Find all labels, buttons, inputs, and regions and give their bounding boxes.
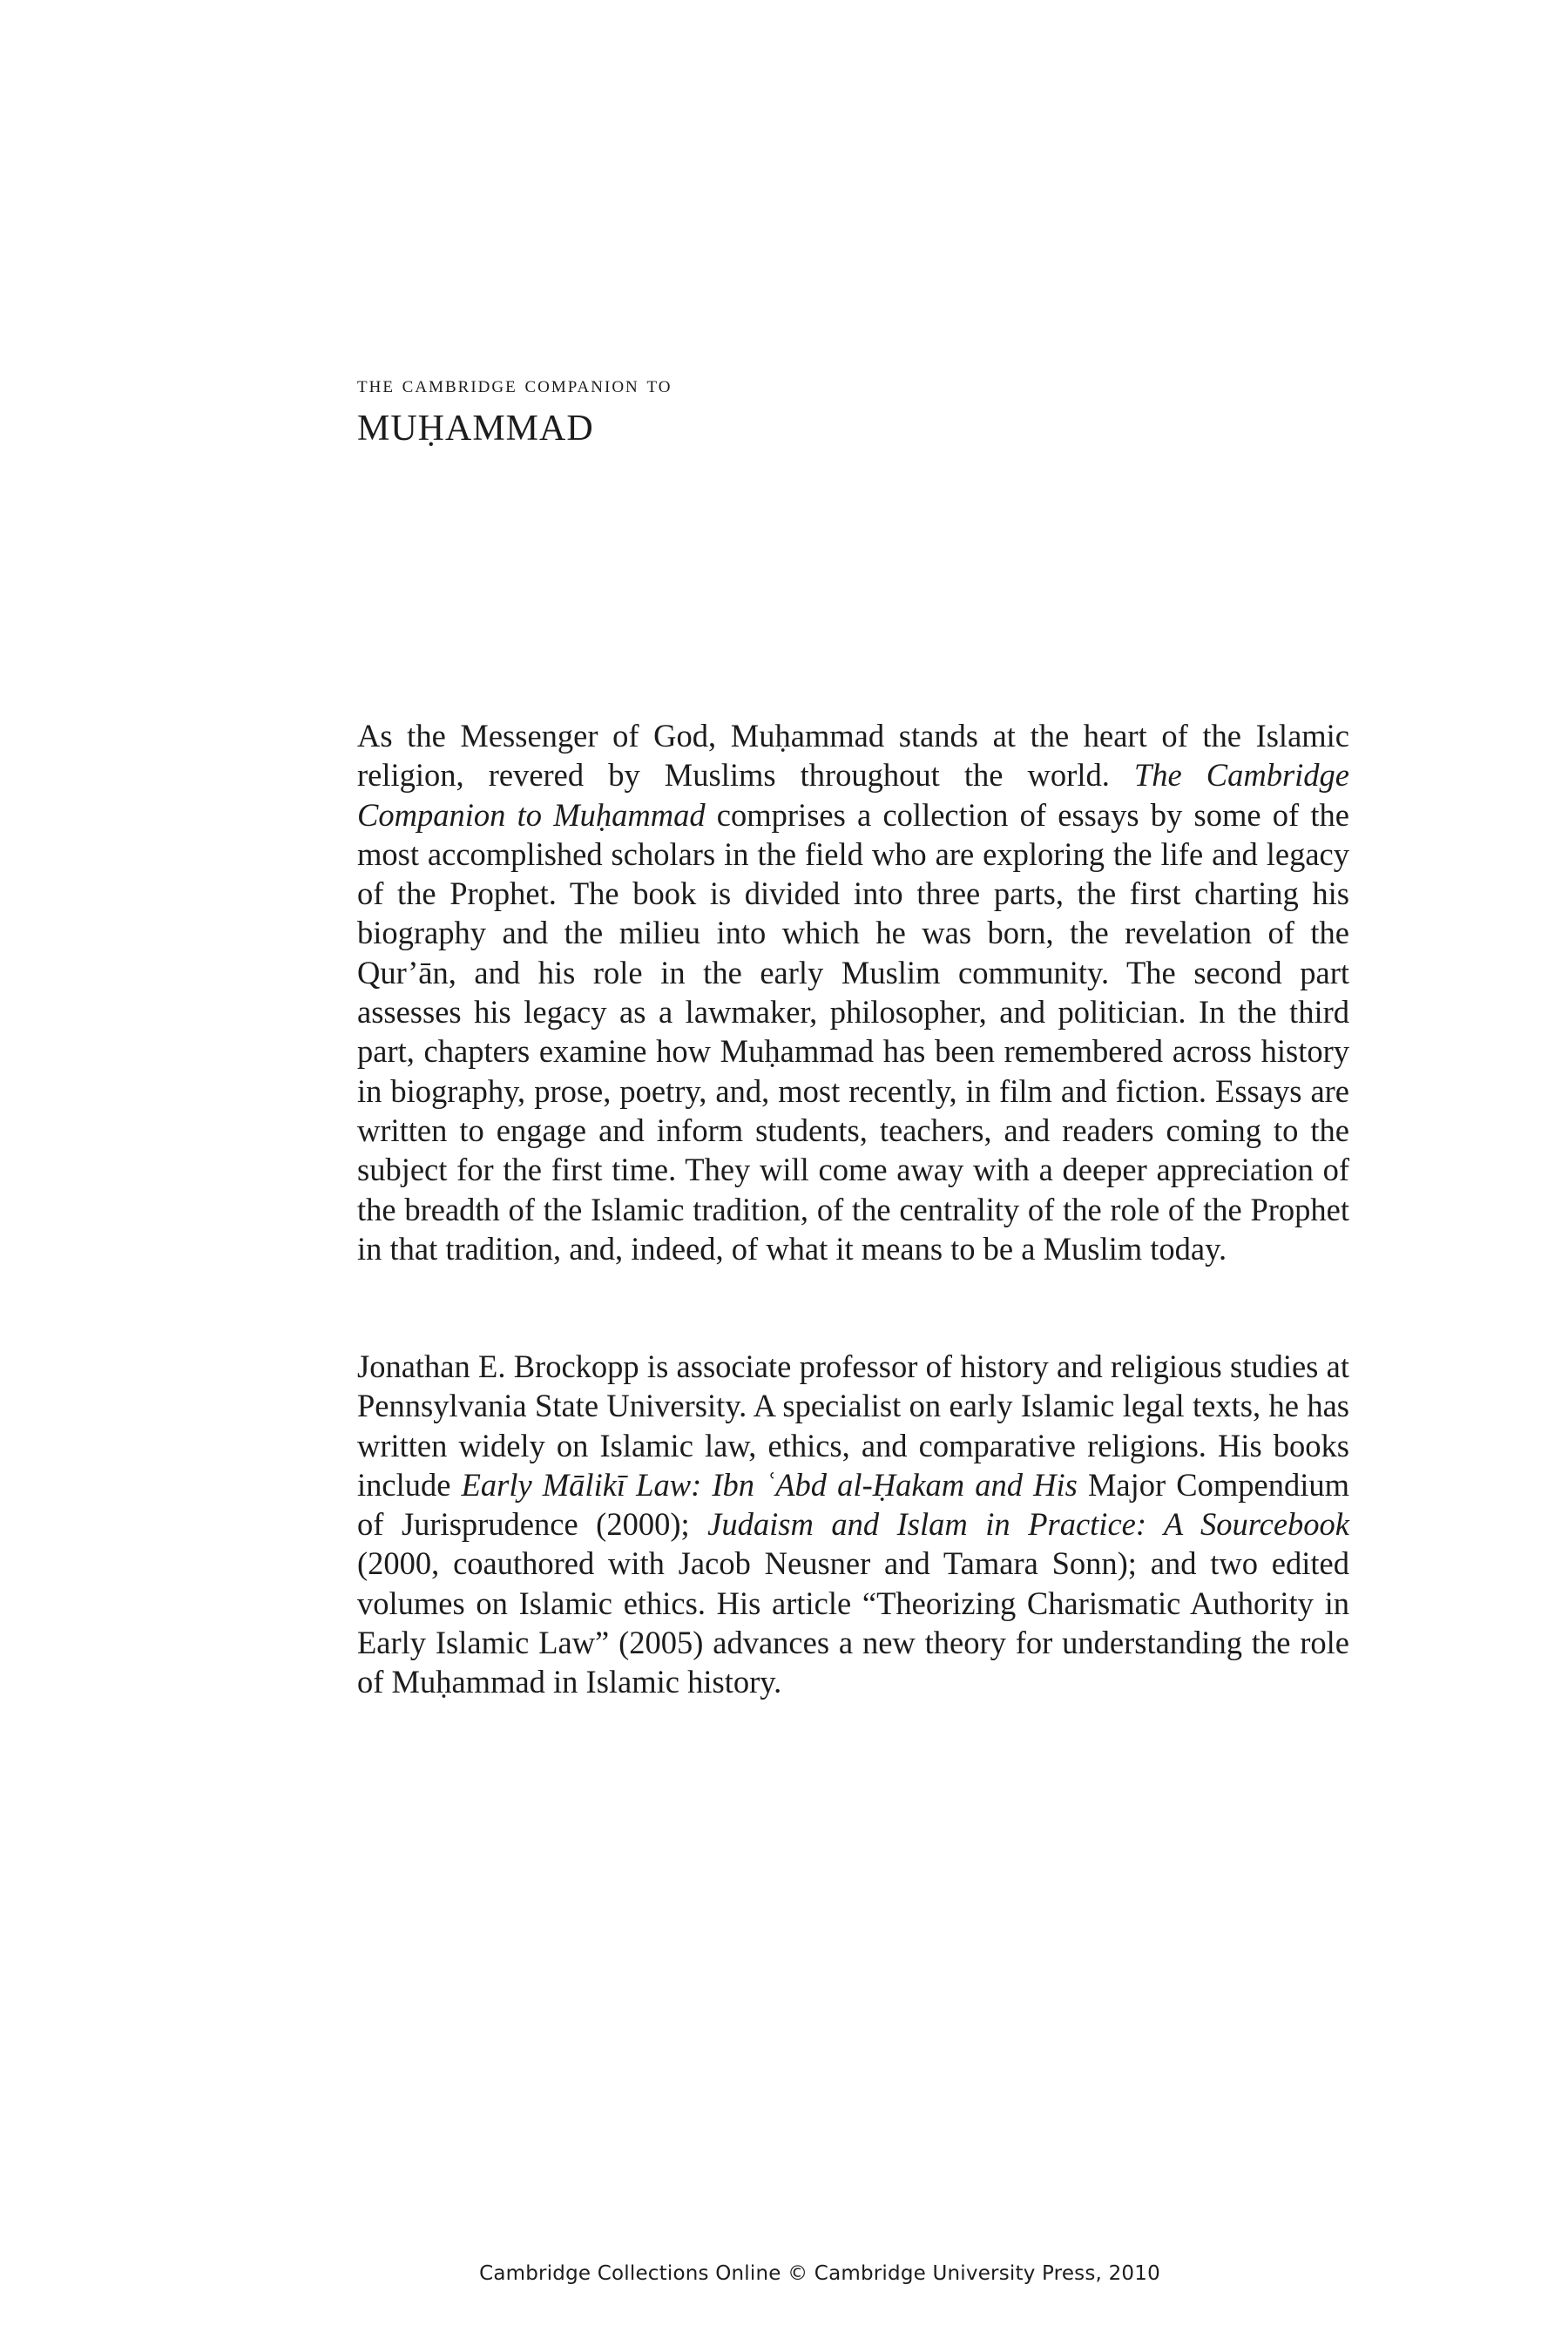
author-bio-text: Major Compendium of Jurisprudence (2000);	[357, 1466, 1349, 1543]
author-bio-text: Jonathan E. Brockopp is associate professor of history and religious studies at Pennsylvania State University. A specialist on early Islamic legal texts, he has written widely on Islamic law, ethics, and comparative religions. His books include	[357, 1348, 1349, 1503]
book-description	[357, 716, 1349, 1268]
author-bio	[357, 1347, 1349, 1702]
copyright-notice: Cambridge Collections Online © Cambridge University Press, 2010	[479, 2262, 1160, 2285]
book-title-italic: Early Mālikī Law: Ibn ʿAbd al-Ḥakam and His	[461, 1466, 1078, 1503]
book-description-text: As the Messenger of God, Muḥammad stands at the heart of the Islamic religion, revered by Muslims throughout the world.	[357, 718, 1349, 794]
book-title-italic: The Cambridge Companion to Muḥammad	[357, 757, 1349, 833]
series-label: the cambridge companion to	[357, 371, 672, 397]
author-bio-text: (2000, coauthored with Jacob Neusner and Tamara Sonn); and two edited volumes on Islamic ethics. His article “Theorizing Charismatic Authority in Early Islamic Law” (2005) advances a new theory for understanding the role of Muḥammad in Islamic history.	[357, 1545, 1349, 1700]
book-title: MUḤAMMAD	[357, 409, 594, 449]
footer	[0, 2262, 1568, 2285]
book-title-italic: Judaism and Islam in Practice: A Sourcebook	[707, 1506, 1349, 1543]
book-description-text-continued: comprises a collection of essays by some of the most accomplished scholars in the field who are exploring the life and legacy of the Prophet. The book is divided into three parts, the first charting his biography and the milieu into which he was born, the revelation of the Qur’ān, and his role in the early Muslim community. The second part assesses his legacy as a lawmaker, philosopher, and politician. In the third part, chapters examine how Muḥammad has been remembered across history in biography, prose, poetry, and, most recently, in film and fiction. Essays are written to engage and inform students, teachers, and readers coming to the subject for the first time. They will come away with a deeper appreciation of the breadth of the Islamic tradition, of the centrality of the role of the Prophet in that tradition, and, indeed, of what it means to be a Muslim today.	[357, 796, 1349, 1267]
